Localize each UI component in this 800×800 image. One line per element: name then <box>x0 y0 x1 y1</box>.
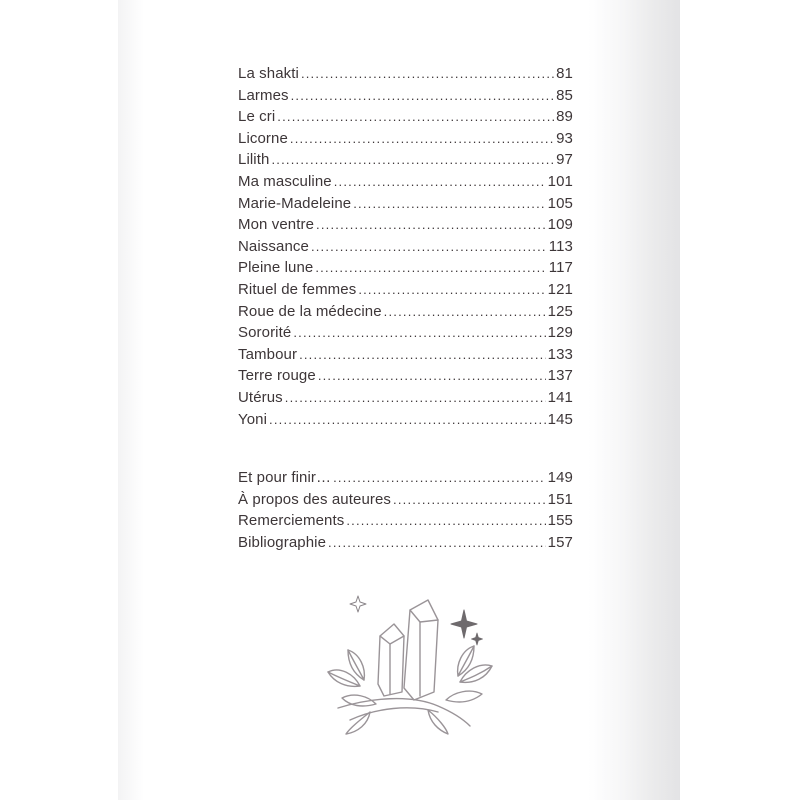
toc-dot-leader <box>333 467 546 489</box>
toc-entry <box>238 344 573 366</box>
toc-entry <box>238 257 573 279</box>
toc-dot-leader <box>299 344 546 366</box>
toc-entry-page-number: 141 <box>547 388 573 406</box>
toc-entry <box>238 467 573 489</box>
toc-entry <box>238 236 573 258</box>
toc-dot-leader <box>353 193 545 215</box>
toc-entry <box>238 85 573 107</box>
toc-dot-leader <box>271 149 554 171</box>
toc-dot-leader <box>291 85 554 107</box>
toc-entry-page-number: 121 <box>547 280 573 298</box>
toc-dot-leader <box>301 63 554 85</box>
sparkle-icon <box>472 633 483 645</box>
table-of-contents-main <box>238 63 573 430</box>
toc-entry-title: Bibliographie <box>238 533 327 551</box>
toc-dot-leader <box>315 257 546 279</box>
toc-entry-page-number: 137 <box>547 367 573 385</box>
toc-entry <box>238 63 573 85</box>
toc-entry-title: Et pour finir… <box>238 469 332 486</box>
toc-entry-title: Roue de la médecine <box>238 302 382 320</box>
toc-entry <box>238 365 573 387</box>
toc-dot-leader <box>358 279 545 301</box>
toc-dot-leader <box>290 128 554 150</box>
toc-entry-title: Pleine lune <box>238 259 314 277</box>
toc-dot-leader <box>293 322 545 344</box>
toc-entry-title: Marie-Madeleine <box>238 194 352 212</box>
toc-entry <box>238 532 573 554</box>
table-of-contents-back-matter <box>238 467 573 553</box>
toc-entry-page-number: 109 <box>547 216 573 234</box>
toc-entry-title: La shakti <box>238 65 299 82</box>
toc-entry-page-number: 155 <box>547 512 573 530</box>
toc-entry <box>238 301 573 323</box>
toc-entry-page-number: 151 <box>547 490 573 508</box>
toc-entry-page-number: 101 <box>547 172 573 190</box>
toc-entry-title: Mon ventre <box>238 216 315 234</box>
toc-dot-leader <box>346 510 545 532</box>
toc-entry-title: Licorne <box>238 129 288 147</box>
toc-entry <box>238 106 573 128</box>
toc-entry-page-number: 117 <box>548 259 573 277</box>
toc-dot-leader <box>277 106 554 128</box>
toc-entry-page-number: 93 <box>556 129 573 147</box>
toc-entry <box>238 193 573 215</box>
toc-entry-title: Tambour <box>238 345 298 363</box>
toc-dot-leader <box>334 171 546 193</box>
sparkle-icon <box>451 610 477 638</box>
toc-entry-page-number: 85 <box>556 86 573 104</box>
toc-entry-title: Sororité <box>238 324 292 342</box>
toc-entry-page-number: 89 <box>556 108 573 126</box>
toc-entry-page-number: 149 <box>547 469 573 486</box>
toc-entry <box>238 322 573 344</box>
toc-entry-title: Naissance <box>238 237 309 255</box>
toc-entry <box>238 171 573 193</box>
crystal-cluster-icon <box>320 588 500 738</box>
toc-dot-leader <box>328 532 546 554</box>
toc-entry-page-number: 145 <box>547 410 573 428</box>
toc-entry-title: Yoni <box>238 410 268 428</box>
toc-entry <box>238 149 573 171</box>
toc-dot-leader <box>269 409 546 431</box>
toc-entry <box>238 128 573 150</box>
toc-entry-title: Utérus <box>238 388 283 406</box>
toc-entry <box>238 409 573 431</box>
toc-entry <box>238 214 573 236</box>
toc-entry <box>238 510 573 532</box>
toc-entry-page-number: 97 <box>556 151 573 169</box>
toc-entry-page-number: 157 <box>547 533 573 551</box>
toc-dot-leader <box>285 387 546 409</box>
toc-entry-title: Ma masculine <box>238 172 332 190</box>
toc-entry-page-number: 113 <box>548 237 573 255</box>
toc-entry-title: Rituel de femmes <box>238 280 357 298</box>
toc-entry-title: À propos des auteures <box>238 490 392 508</box>
toc-dot-leader <box>318 365 546 387</box>
toc-entry <box>238 387 573 409</box>
toc-entry-title: Larmes <box>238 86 289 104</box>
toc-entry-title: Le cri <box>238 108 276 126</box>
toc-dot-leader <box>384 301 546 323</box>
toc-dot-leader <box>316 214 546 236</box>
book-page <box>118 0 680 800</box>
toc-entry-page-number: 81 <box>556 65 573 82</box>
toc-dot-leader <box>311 236 547 258</box>
sparkle-icon <box>350 596 366 612</box>
toc-dot-leader <box>393 489 546 511</box>
toc-entry-page-number: 129 <box>547 324 573 342</box>
toc-entry-title: Lilith <box>238 151 270 169</box>
toc-entry-page-number: 125 <box>547 302 573 320</box>
toc-entry <box>238 279 573 301</box>
toc-entry-title: Remerciements <box>238 512 345 530</box>
toc-entry-page-number: 133 <box>547 345 573 363</box>
toc-entry-title: Terre rouge <box>238 367 316 385</box>
toc-entry-page-number: 105 <box>547 194 573 212</box>
toc-entry <box>238 489 573 511</box>
